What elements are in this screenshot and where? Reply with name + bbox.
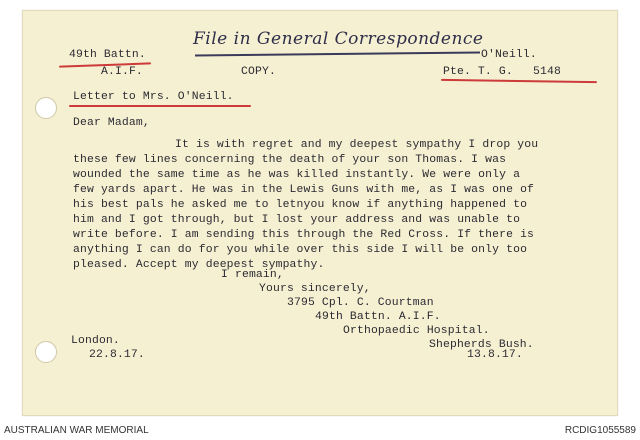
body-line: few yards apart. He was in the Lewis Guns with me, as I was one of — [73, 184, 535, 196]
letter-sheet — [22, 10, 618, 416]
red-underline-service — [441, 79, 597, 83]
closing-yours: Yours sincerely, — [259, 283, 371, 295]
soldier-name: O'Neill. — [481, 49, 537, 61]
service-number: 5148 — [533, 66, 561, 78]
unit-line-1: 49th Battn. — [69, 49, 146, 61]
body-line: his best pals he asked me to letnyou know if anything happened to — [73, 199, 528, 211]
closing-remain: I remain, — [221, 269, 284, 281]
body-line: write before. I am sending this through the Red Cross. If there is — [73, 229, 535, 241]
copy-label: COPY. — [241, 66, 276, 78]
letter-title: Letter to Mrs. O'Neill. — [73, 91, 234, 103]
punch-hole — [35, 97, 57, 119]
signature-line-2: 49th Battn. A.I.F. — [315, 311, 441, 323]
unit-line-2: A.I.F. — [101, 66, 143, 78]
date-left: 22.8.17. — [89, 349, 145, 361]
signature-line-4: Shepherds Bush. — [429, 339, 534, 351]
archive-footer — [0, 422, 640, 440]
signature-line-3: Orthopaedic Hospital. — [343, 325, 490, 337]
archive-name: AUSTRALIAN WAR MEMORIAL — [4, 425, 149, 436]
body-line: these few lines concerning the death of your son Thomas. I was — [73, 154, 507, 166]
handwritten-note — [193, 29, 493, 57]
body-line: wounded the same time as he was killed instantly. We were only a — [73, 169, 521, 181]
red-underline-title — [69, 105, 251, 107]
place: London. — [71, 335, 120, 347]
archive-id: RCDIG1055589 — [564, 425, 636, 436]
date-right: 13.8.17. — [467, 349, 523, 361]
handwritten-underline — [195, 52, 480, 57]
soldier-rank: Pte. T. G. — [443, 66, 513, 78]
body-line: him and I got through, but I lost your address and was unable to — [73, 214, 521, 226]
body-line: It is with regret and my deepest sympathy I drop you — [175, 139, 539, 151]
signature-line-1: 3795 Cpl. C. Courtman — [287, 297, 434, 309]
body-line: anything I can do for you while over this side I will be only too — [73, 244, 528, 256]
salutation: Dear Madam, — [73, 117, 150, 129]
punch-hole — [35, 341, 57, 363]
handwritten-note-text: File in General Correspondence — [193, 29, 484, 49]
body-line: pleased. Accept my deepest sympathy. — [73, 259, 325, 271]
